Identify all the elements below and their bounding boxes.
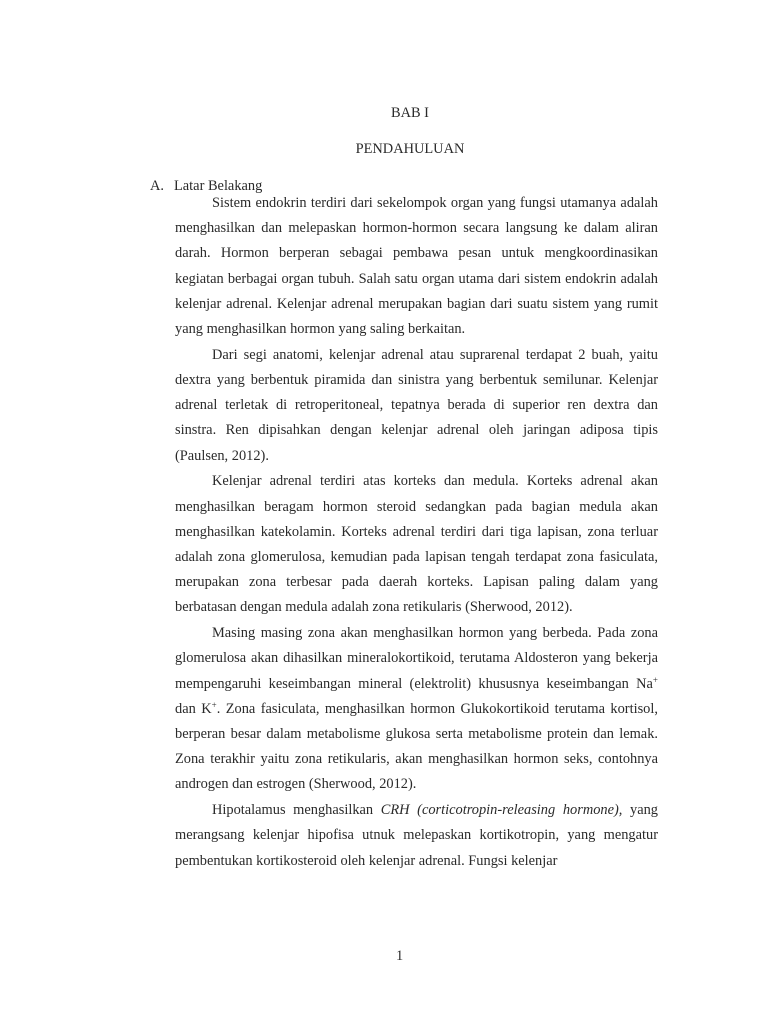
paragraph-4-text-b: dan K [175,700,212,717]
sodium-superscript: + [652,674,658,685]
paragraph-5-text-a: Hipotalamus menghasilkan [212,802,381,819]
page-number: 1 [396,948,404,964]
paragraph-4 [175,621,658,797]
body-text [175,191,658,874]
paragraph-3: Kelenjar adrenal terdiri atas korteks dan medula. Korteks adrenal akan menghasilkan beragam hormon steroid sedangkan pada bagian medula akan menghasilkan katekolamin. Korteks adrenal terdiri dari tiga lapisan, zona terluar adalah zona glomerulosa, kemudian pada lapisan tengah terdapat zona fasiculata, merupakan zona terbesar pada daerah korteks. Lapisan paling dalam yang berbatasan dengan medula adalah zona retikularis (Sherwood, 2012). [175,473,658,616]
paragraph-2: Dari segi anatomi, kelenjar adrenal atau suprarenal terdapat 2 buah, yaitu dextra yang berbentuk piramida dan sinistra yang berbentuk semilunar. Kelenjar adrenal terletak di retroperitoneal, tepatnya berada di superior ren dextra dan sinstra. Ren dipisahkan dengan kelenjar adrenal oleh jaringan adiposa tipis (Paulsen, 2012). [175,346,658,464]
paragraph-1: Sistem endokrin terdiri dari sekelompok organ yang fungsi utamanya adalah menghasilkan dan melepaskan hormon-hormon secara langsung ke dalam aliran darah. Hormon berperan sebagai pembawa pesan untuk mengkoordinasikan kegiatan berbagai organ tubuh. Salah satu organ utama dari sistem endokrin adalah kelenjar adrenal. Kelenjar adrenal merupakan bagian dari suatu sistem yang rumit yang menghasilkan hormon yang saling berkaitan. [175,195,658,338]
paragraph-4-text-c: . Zona fasiculata, menghasilkan hormon Glukokortikoid terutama kortisol, berperan besar dalam metabolisme glukosa serta metabolisme protein dan lemak. Zona terakhir yaitu zona retikularis, akan menghasilkan hormon seks, contohnya androgen dan estrogen (Sherwood, 2012). [175,700,658,793]
chapter-heading: BAB I [391,105,429,121]
section-title: Latar Belakang [174,178,263,194]
paragraph-5 [175,798,658,874]
paragraph-5-text-b: yang merangsang kelenjar hipofisa utnuk melepaskan kortikotropin, yang mengatur pembentukan kortikosteroid oleh kelenjar adrenal. Fungsi kelenjar [175,802,659,869]
chapter-title: PENDAHULUAN [355,141,465,157]
paragraph-4-text-a: Masing masing zona akan menghasilkan hormon yang berbeda. Pada zona glomerulosa akan dihasilkan mineralokortikoid, terutama Aldosteron yang bekerja mempengaruhi keseimbangan mineral (elektrolit) khususnya keseimbangan Na [175,625,658,692]
crh-term: CRH (corticotropin-releasing hormone), [380,802,623,819]
section-letter: A. [150,178,164,194]
potassium-superscript: + [211,699,217,710]
